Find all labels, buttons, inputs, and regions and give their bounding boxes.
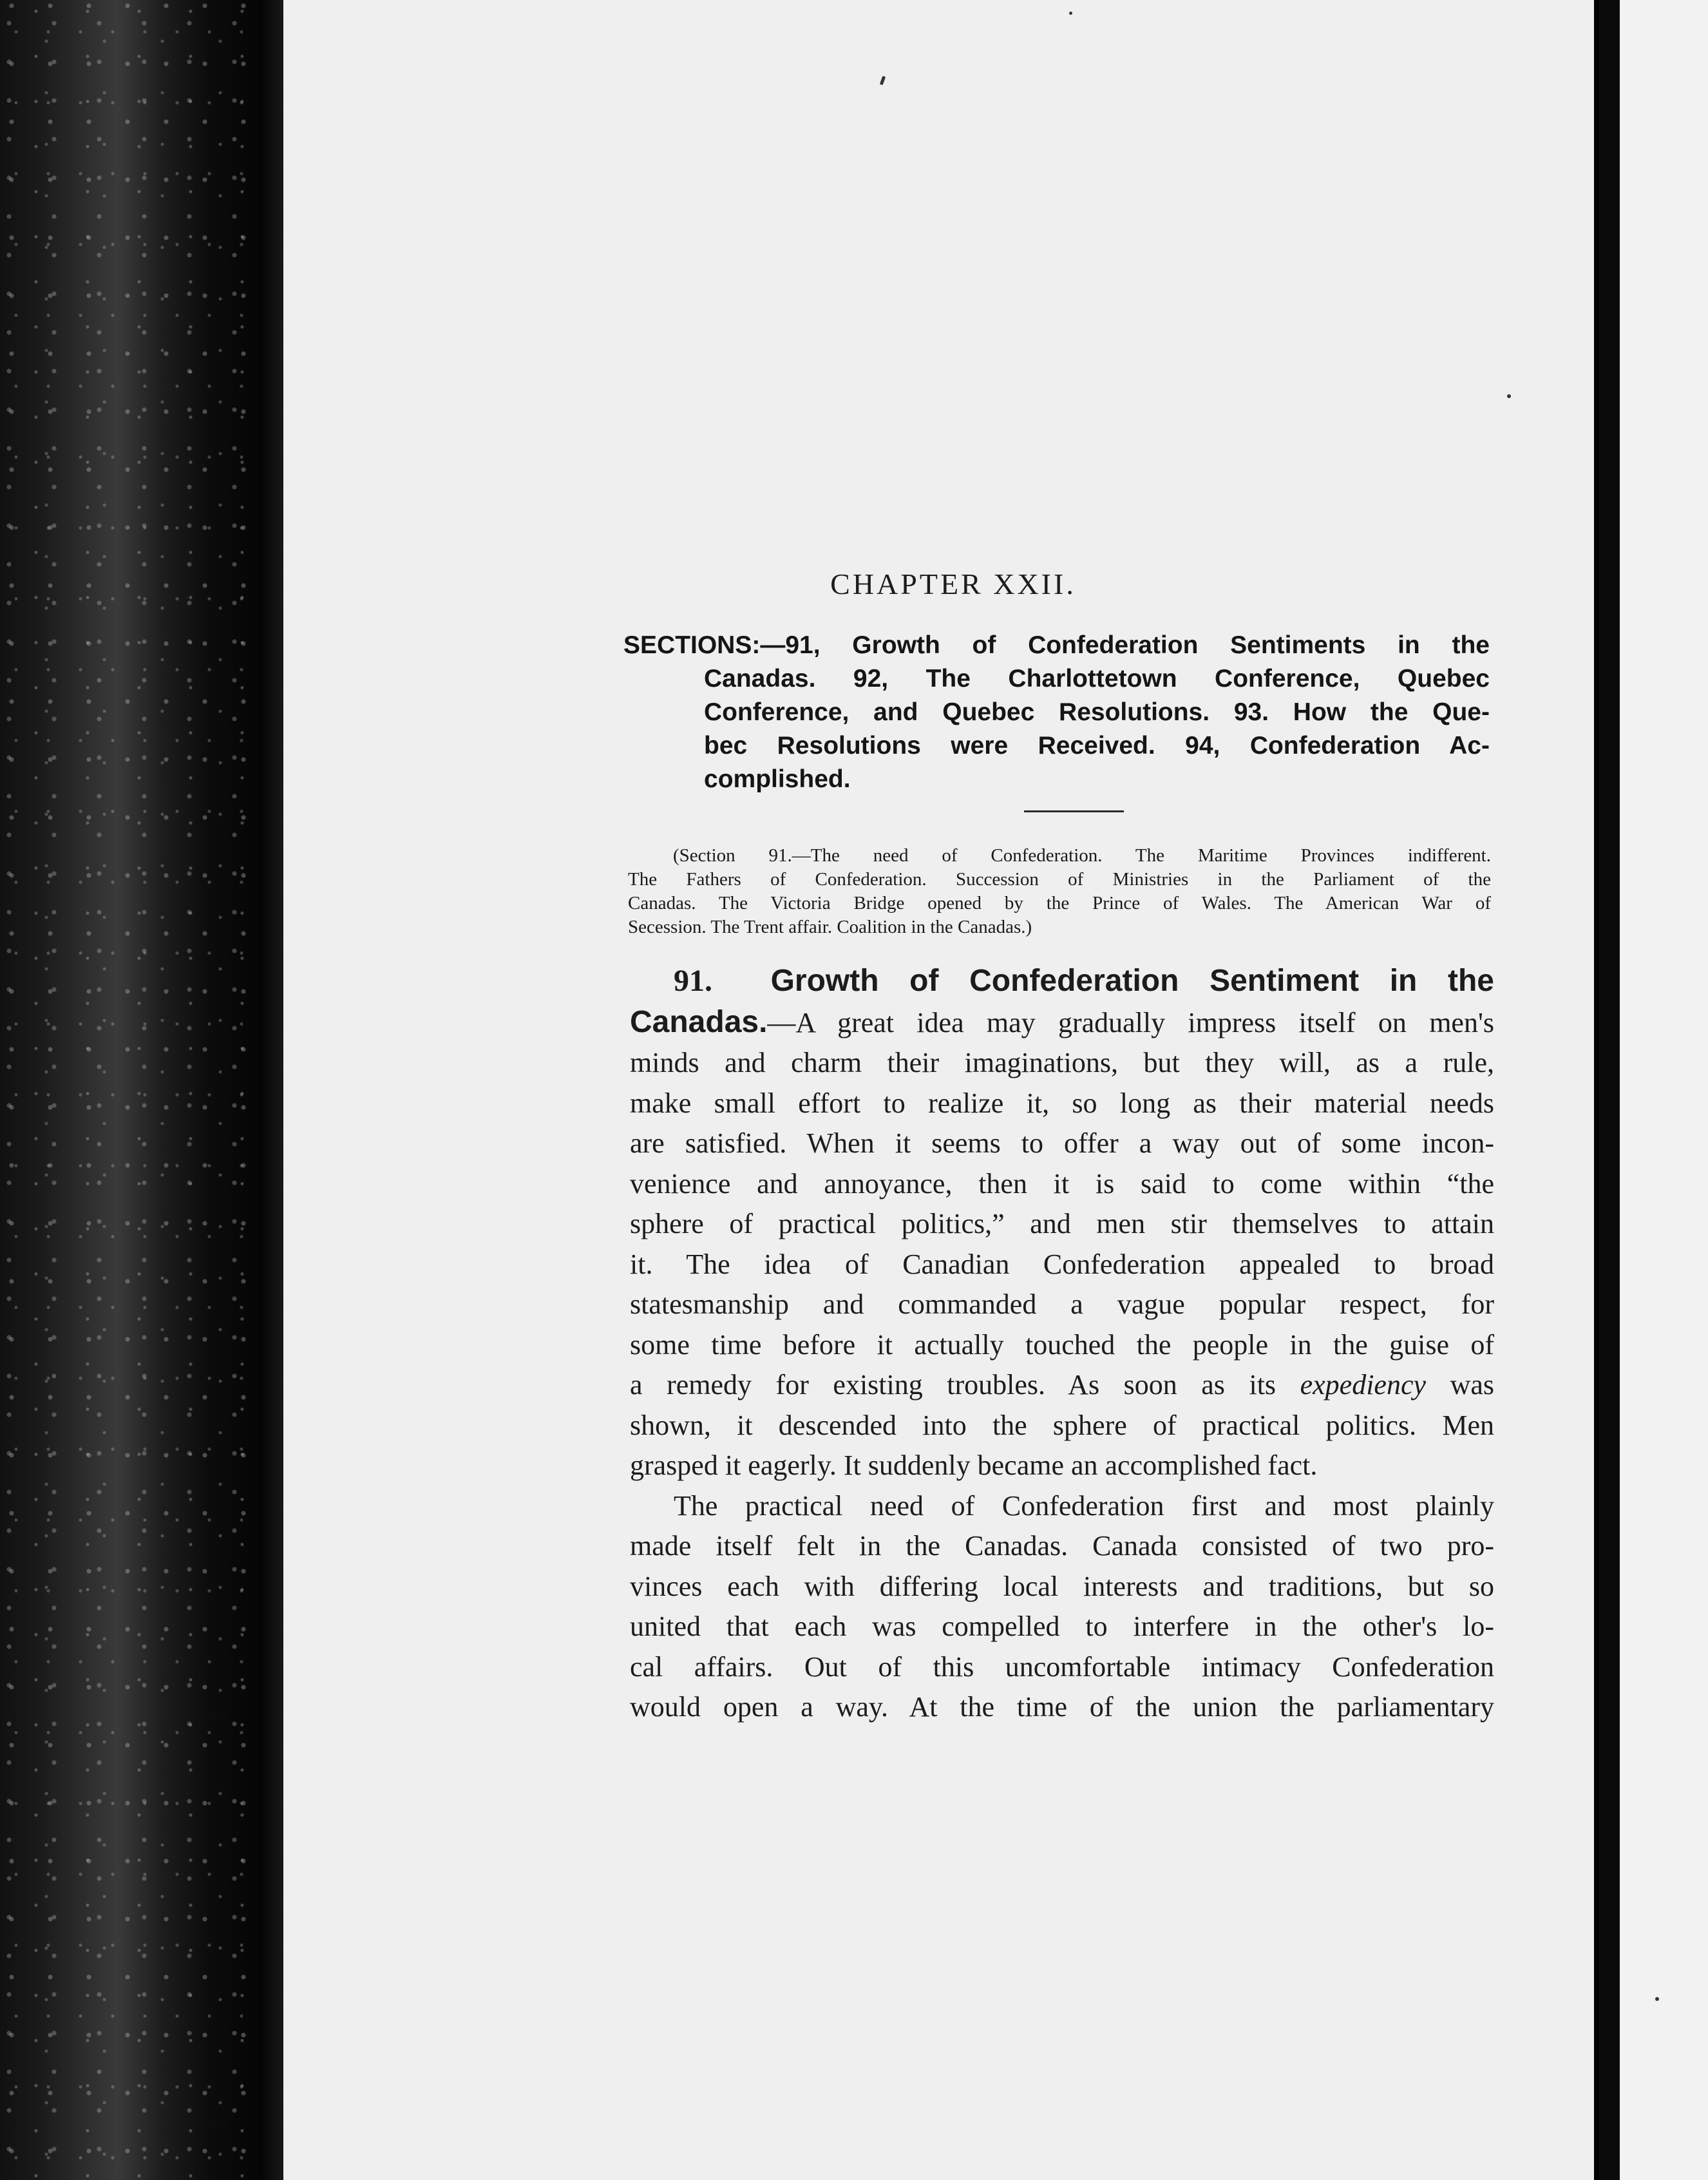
chapter-title: CHAPTER XXII. (830, 568, 1076, 600)
sections-line: bec Resolutions were Received. 94, Confederation Ac- (704, 732, 1490, 760)
page-blemish (1069, 12, 1072, 15)
section-heading: Growth of Confederation Sentiment in the (770, 964, 1495, 998)
paragraph-line: united that each was compelled to interfere in the other's lo- (630, 1611, 1494, 1642)
facing-page-edge (1620, 0, 1708, 2180)
paragraph-line: vinces each with differing local interests and traditions, but so (630, 1570, 1494, 1602)
paragraph-text: a remedy for existing troubles. As soon as its (630, 1369, 1300, 1401)
paragraph-line: made itself felt in the Canadas. Canada consisted of two pro- (630, 1530, 1494, 1562)
summary-line: The Fathers of Confederation. Succession of Ministries in the Parliament of the (628, 869, 1491, 890)
paragraph-line: grasped it eagerly. It suddenly became an accomplished fact. (630, 1449, 1318, 1481)
paragraph-line (630, 1365, 1494, 1406)
paragraph-text: was (1426, 1369, 1494, 1401)
paragraph-line: shown, it descended into the sphere of practical politics. Men (630, 1409, 1494, 1441)
paragraph-line: statesmanship and commanded a vague popular respect, for (630, 1288, 1494, 1320)
paragraph-line: some time before it actually touched the people in the guise of (630, 1328, 1494, 1361)
paragraph-line: would open a way. At the time of the union the parliamentary (630, 1691, 1494, 1723)
paragraph-line: sphere of practical politics,” and men stir themselves to attain (630, 1208, 1494, 1239)
paragraph-line: venience and annoyance, then it is said to come within “the (630, 1167, 1494, 1200)
emphasized-word: expediency (1300, 1369, 1427, 1401)
paragraph-line: The practical need of Confederation first and most plainly (674, 1489, 1494, 1522)
sections-line: Canadas. 92, The Charlottetown Conference, Quebec (704, 665, 1490, 693)
page-blemish (1655, 1997, 1659, 2001)
gutter-shadow (1594, 0, 1599, 2180)
sections-line: Conference, and Quebec Resolutions. 93. How the Que- (704, 698, 1490, 726)
paragraph-line: minds and charm their imaginations, but they will, as a rule, (630, 1047, 1494, 1078)
summary-line: Canadas. The Victoria Bridge opened by the Prince of Wales. The American War of (628, 893, 1491, 913)
sections-line: SECTIONS:—91, Growth of Confederation Sentiments in the (623, 631, 1490, 659)
section-number: 91. (674, 964, 712, 998)
paragraph-text: —A great idea may gradually impress itself on men's (767, 1006, 1494, 1038)
paragraph-line: it. The idea of Canadian Confederation appealed to broad (630, 1248, 1494, 1280)
paragraph-line (630, 1002, 1494, 1044)
book-binding-edge (261, 0, 287, 2180)
section-divider (1024, 810, 1124, 812)
section-summary (628, 844, 1491, 939)
sections-line: complished. (704, 765, 851, 793)
section-heading-continued: Canadas. (630, 1004, 768, 1039)
paragraph-line: make small effort to realize it, so long as their material needs (630, 1087, 1494, 1119)
summary-line: (Section 91.—The need of Confederation. The Maritime Provinces indifferent. (673, 845, 1491, 866)
body-text (630, 961, 1494, 1728)
summary-line: Secession. The Trent affair. Coalition in the Canadas.) (628, 917, 1032, 937)
paragraph-line: cal affairs. Out of this uncomfortable intimacy Confederation (630, 1650, 1494, 1683)
sections-list (623, 629, 1490, 796)
paragraph-line: are satisfied. When it seems to offer a way out of some incon- (630, 1127, 1494, 1159)
page-blemish (1507, 394, 1511, 398)
scanner-left-border (0, 0, 261, 2180)
section-heading-line (630, 961, 1494, 1002)
